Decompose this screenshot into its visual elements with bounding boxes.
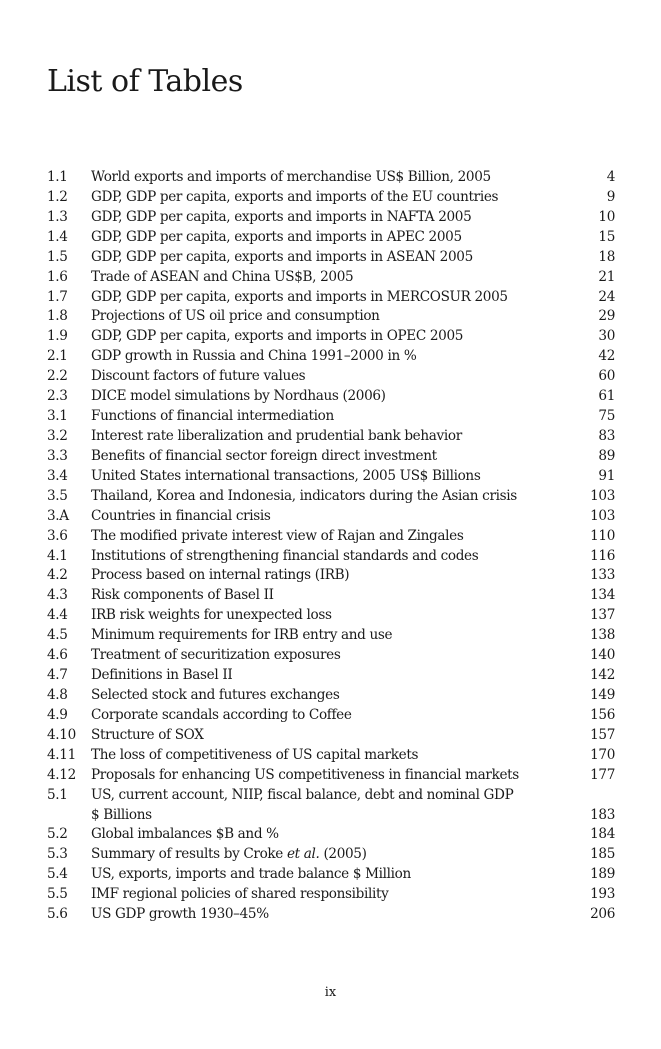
table-title-text: Structure of SOX xyxy=(91,726,204,743)
table-title xyxy=(91,507,575,527)
page-reference: 9 xyxy=(606,188,615,205)
page-reference: 134 xyxy=(590,587,615,604)
table-number: 3.3 xyxy=(47,447,68,464)
table-title xyxy=(91,666,575,686)
table-number: 4.7 xyxy=(47,667,68,684)
table-title xyxy=(91,825,575,845)
page-number: ix xyxy=(324,985,337,1000)
table-title-text: US GDP growth 1930–45% xyxy=(91,906,269,923)
page-reference: 15 xyxy=(598,228,615,245)
table-title xyxy=(91,367,575,387)
table-title xyxy=(91,427,575,447)
page-reference: 21 xyxy=(598,268,615,285)
table-title xyxy=(91,467,575,487)
table-title-text: Trade of ASEAN and China US$B, 2005 xyxy=(91,268,354,285)
page-reference: 103 xyxy=(590,507,615,524)
table-title-text: Global imbalances $B and % xyxy=(91,826,279,843)
table-number: 3.4 xyxy=(47,467,68,484)
table-title-text: IRB risk weights for unexpected loss xyxy=(91,607,332,624)
table-title-text: (2005) xyxy=(319,846,367,863)
table-title-text: Treatment of securitization exposures xyxy=(91,647,341,664)
table-title xyxy=(91,646,575,666)
table-number: 4.2 xyxy=(47,567,68,584)
table-entry xyxy=(47,905,615,925)
page-reference: 206 xyxy=(590,906,615,923)
page-reference: 149 xyxy=(590,686,615,703)
table-number: 4.5 xyxy=(47,627,68,644)
table-title xyxy=(91,706,575,726)
page-reference: 89 xyxy=(598,447,615,464)
table-number: 3.5 xyxy=(47,487,68,504)
table-title xyxy=(91,268,575,288)
table-number: 4.9 xyxy=(47,706,68,723)
table-title xyxy=(91,527,575,547)
table-number: 5.2 xyxy=(47,826,68,843)
table-entry xyxy=(47,387,615,407)
table-entry xyxy=(47,865,615,885)
table-title-text: GDP, GDP per capita, exports and imports of the EU countries xyxy=(91,188,499,205)
page-reference: 183 xyxy=(590,806,615,823)
table-title xyxy=(91,626,575,646)
table-entry xyxy=(47,327,615,347)
table-title-text: United States international transactions, 2005 US$ Billions xyxy=(91,467,481,484)
table-number: 1.7 xyxy=(47,288,68,305)
page-reference: 103 xyxy=(590,487,615,504)
table-title-emphasis: et al. xyxy=(286,846,320,863)
table-number: 2.1 xyxy=(47,348,68,365)
table-title-text: World exports and imports of merchandise US$ Billion, 2005 xyxy=(91,169,491,185)
page-title: List of Tables xyxy=(47,64,243,99)
table-number: 1.3 xyxy=(47,208,68,225)
table-title-text: Functions of financial intermediation xyxy=(91,408,334,425)
table-number: 4.8 xyxy=(47,686,68,703)
page-reference: 133 xyxy=(590,567,615,584)
table-title-text: Risk components of Basel II xyxy=(91,587,274,604)
table-title xyxy=(91,547,575,567)
table-entry xyxy=(47,845,615,865)
table-number: 3.A xyxy=(47,507,69,524)
table-title xyxy=(91,407,575,427)
table-title-text: Countries in financial crisis xyxy=(91,507,271,524)
table-title-text: GDP, GDP per capita, exports and imports in ASEAN 2005 xyxy=(91,248,473,265)
table-entry xyxy=(47,467,615,487)
table-title-text: Corporate scandals according to Coffee xyxy=(91,706,352,723)
table-entry xyxy=(47,367,615,387)
page-reference: 18 xyxy=(598,248,615,265)
table-title xyxy=(91,885,575,905)
table-entry xyxy=(47,547,615,567)
table-title-text: Projections of US oil price and consumption xyxy=(91,308,380,325)
table-entry xyxy=(47,726,615,746)
table-entry xyxy=(47,427,615,447)
table-title-text: Thailand, Korea and Indonesia, indicators during the Asian crisis xyxy=(91,487,517,504)
page-reference: 83 xyxy=(598,427,615,444)
table-entry xyxy=(47,885,615,905)
table-title xyxy=(91,746,575,766)
page-reference: 110 xyxy=(590,527,615,544)
table-title xyxy=(91,168,575,188)
page-reference: 24 xyxy=(598,288,615,305)
table-title-text: IMF regional policies of shared responsibility xyxy=(91,886,389,903)
table-title xyxy=(91,288,575,308)
table-number: 2.2 xyxy=(47,368,68,385)
table-title-text: The loss of competitiveness of US capital markets xyxy=(91,746,419,763)
page-reference: 60 xyxy=(598,368,615,385)
table-title-continuation: $ Billions xyxy=(91,806,152,823)
page-reference: 138 xyxy=(590,627,615,644)
table-entry xyxy=(47,586,615,606)
table-entry xyxy=(47,706,615,726)
table-title-text: Discount factors of future values xyxy=(91,368,306,385)
table-title-text: Summary of results by Croke xyxy=(91,846,287,863)
page-reference: 177 xyxy=(590,766,615,783)
page-reference: 193 xyxy=(590,886,615,903)
table-entry xyxy=(47,407,615,427)
table-entry xyxy=(47,746,615,766)
table-number: 4.4 xyxy=(47,607,68,624)
table-title xyxy=(91,586,575,606)
page-reference: 156 xyxy=(590,706,615,723)
table-title xyxy=(91,845,575,865)
table-entry xyxy=(47,288,615,308)
table-entry xyxy=(47,168,615,188)
page-reference: 91 xyxy=(598,467,615,484)
table-title-text: GDP growth in Russia and China 1991–2000 in % xyxy=(91,348,417,365)
table-title xyxy=(91,447,575,467)
table-entry xyxy=(47,248,615,268)
table-number: 1.8 xyxy=(47,308,68,325)
table-title-text: Definitions in Basel II xyxy=(91,667,233,684)
table-entry xyxy=(47,606,615,626)
page-reference: 184 xyxy=(590,826,615,843)
table-title xyxy=(91,208,575,228)
table-title xyxy=(91,387,575,407)
table-number: 4.6 xyxy=(47,647,68,664)
page-reference: 116 xyxy=(590,547,615,564)
table-entry xyxy=(47,686,615,706)
table-entry xyxy=(47,566,615,586)
page-reference: 157 xyxy=(590,726,615,743)
page-reference: 30 xyxy=(598,328,615,345)
table-entry xyxy=(47,786,615,826)
table-entry xyxy=(47,447,615,467)
table-title xyxy=(91,248,575,268)
table-entry xyxy=(47,307,615,327)
table-title-text: Benefits of financial sector foreign direct investment xyxy=(91,447,437,464)
page-reference: 29 xyxy=(598,308,615,325)
table-title xyxy=(91,188,575,208)
table-title-text: DICE model simulations by Nordhaus (2006) xyxy=(91,388,386,405)
table-title xyxy=(91,686,575,706)
table-title-text: Minimum requirements for IRB entry and use xyxy=(91,627,393,644)
table-entry xyxy=(47,347,615,367)
table-number: 1.4 xyxy=(47,228,68,245)
list-of-tables xyxy=(47,168,615,925)
table-number: 1.1 xyxy=(47,169,68,185)
table-title-text: US, exports, imports and trade balance $ Million xyxy=(91,866,411,883)
table-title xyxy=(91,606,575,626)
page-reference: 185 xyxy=(590,846,615,863)
table-number: 2.3 xyxy=(47,388,68,405)
table-entry xyxy=(47,208,615,228)
table-title-text: Selected stock and futures exchanges xyxy=(91,686,340,703)
table-number: 4.11 xyxy=(47,746,76,763)
table-entry xyxy=(47,646,615,666)
page-reference: 140 xyxy=(590,647,615,664)
table-title xyxy=(91,307,575,327)
page-reference: 189 xyxy=(590,866,615,883)
page-reference: 61 xyxy=(598,388,615,405)
page-reference: 75 xyxy=(598,408,615,425)
page-reference: 42 xyxy=(598,348,615,365)
table-number: 5.5 xyxy=(47,886,68,903)
table-number: 3.2 xyxy=(47,427,68,444)
page-reference: 142 xyxy=(590,667,615,684)
table-entry xyxy=(47,487,615,507)
table-number: 1.6 xyxy=(47,268,68,285)
table-title xyxy=(91,327,575,347)
table-title xyxy=(91,726,575,746)
table-entry xyxy=(47,666,615,686)
table-title-text: Institutions of strengthening financial standards and codes xyxy=(91,547,479,564)
table-number: 3.6 xyxy=(47,527,68,544)
table-title-text: GDP, GDP per capita, exports and imports in OPEC 2005 xyxy=(91,328,464,345)
table-number: 4.12 xyxy=(47,766,76,783)
table-title-text: Proposals for enhancing US competitiveness in financial markets xyxy=(91,766,519,783)
table-title-text: GDP, GDP per capita, exports and imports in APEC 2005 xyxy=(91,228,462,245)
page-reference: 10 xyxy=(598,208,615,225)
table-title-text: Process based on internal ratings (IRB) xyxy=(91,567,350,584)
table-title xyxy=(91,766,575,786)
table-title-text: GDP, GDP per capita, exports and imports in NAFTA 2005 xyxy=(91,208,472,225)
table-entry xyxy=(47,626,615,646)
table-title xyxy=(91,566,575,586)
table-title xyxy=(91,487,575,507)
table-number: 5.1 xyxy=(47,786,68,803)
table-title xyxy=(91,347,575,367)
table-number: 1.9 xyxy=(47,328,68,345)
table-entry xyxy=(47,507,615,527)
table-entry xyxy=(47,228,615,248)
table-number: 5.3 xyxy=(47,846,68,863)
table-title xyxy=(91,786,575,826)
table-title xyxy=(91,905,575,925)
table-entry xyxy=(47,527,615,547)
table-title xyxy=(91,228,575,248)
table-number: 1.5 xyxy=(47,248,68,265)
table-number: 5.6 xyxy=(47,906,68,923)
table-entry xyxy=(47,766,615,786)
table-number: 5.4 xyxy=(47,866,68,883)
table-number: 4.1 xyxy=(47,547,68,564)
table-entry xyxy=(47,188,615,208)
table-title-text: GDP, GDP per capita, exports and imports in MERCOSUR 2005 xyxy=(91,288,508,305)
table-title xyxy=(91,865,575,885)
table-entry xyxy=(47,825,615,845)
page-reference: 170 xyxy=(590,746,615,763)
table-number: 4.3 xyxy=(47,587,68,604)
page-reference: 137 xyxy=(590,607,615,624)
page-reference: 4 xyxy=(606,169,615,185)
table-title-text: US, current account, NIIP, fiscal balance, debt and nominal GDP xyxy=(91,786,514,803)
table-title-text: The modified private interest view of Rajan and Zingales xyxy=(91,527,464,544)
table-number: 1.2 xyxy=(47,188,68,205)
table-entry xyxy=(47,268,615,288)
table-title-text: Interest rate liberalization and prudential bank behavior xyxy=(91,427,462,444)
table-number: 4.10 xyxy=(47,726,76,743)
table-number: 3.1 xyxy=(47,408,68,425)
